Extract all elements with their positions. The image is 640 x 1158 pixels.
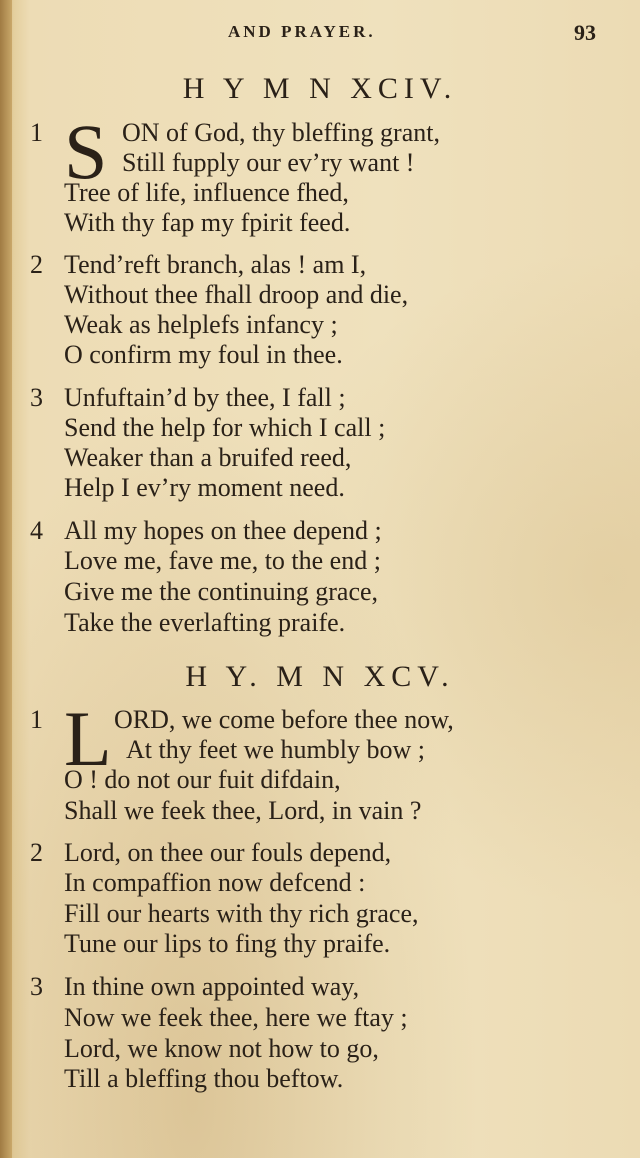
verse-line: With thy fap my fpirit feed. bbox=[64, 208, 351, 237]
running-head bbox=[0, 20, 640, 46]
page-binding-edge bbox=[0, 0, 12, 1158]
verse-line: Tree of life, influence fhed, bbox=[64, 178, 349, 207]
verse-line: O ! do not our fuit difdain, bbox=[64, 765, 341, 794]
verse-line: Help I ev’ry moment need. bbox=[64, 473, 345, 502]
verse-line: Till a bleffing thou beftow. bbox=[64, 1064, 344, 1093]
verse-line: Weak as helplefs infancy ; bbox=[64, 310, 338, 339]
verse-line: At thy feet we humbly bow ; bbox=[126, 735, 425, 764]
verse-line: Weaker than a bruifed reed, bbox=[64, 443, 352, 472]
hymn-94-title: H Y M N XCIV. bbox=[182, 72, 458, 105]
drop-cap: L bbox=[64, 695, 112, 782]
verse-line: Unfuftain’d by thee, I fall ; bbox=[64, 383, 346, 412]
verse-number: 3 bbox=[30, 383, 43, 412]
drop-cap: S bbox=[64, 108, 108, 195]
verse-line: ORD, we come before thee now, bbox=[114, 705, 454, 734]
verse-line: Without thee fhall droop and die, bbox=[64, 280, 409, 309]
verse-number: 4 bbox=[30, 516, 43, 545]
verse-line: Still fupply our ev’ry want ! bbox=[122, 148, 415, 177]
verse-number: 2 bbox=[30, 838, 43, 867]
verse-line: Give me the continuing grace, bbox=[64, 577, 379, 606]
verse-line: ON of God, thy bleffing grant, bbox=[122, 118, 440, 147]
verse-line: In compaffion now defcend : bbox=[64, 868, 366, 897]
verse-line: Take the everlafting praife. bbox=[64, 608, 346, 637]
verse-line: Lord, we know not how to go, bbox=[64, 1034, 379, 1063]
verse-line: Tend’reft branch, alas ! am I, bbox=[64, 250, 367, 279]
verse-number: 3 bbox=[30, 972, 43, 1001]
running-title: AND PRAYER. bbox=[228, 22, 376, 41]
hymn-95-title: H Y. M N XCV. bbox=[185, 660, 455, 693]
page-number: 93 bbox=[574, 20, 596, 45]
verse-line: Now we feek thee, here we ftay ; bbox=[64, 1003, 408, 1032]
verse-line: Fill our hearts with thy rich grace, bbox=[64, 899, 419, 928]
verse-line: All my hopes on thee depend ; bbox=[64, 516, 382, 545]
verse-line: Lord, on thee our fouls depend, bbox=[64, 838, 392, 867]
verse-line: In thine own appointed way, bbox=[64, 972, 360, 1001]
verse-line: O confirm my foul in thee. bbox=[64, 340, 343, 369]
verse-line: Shall we feek thee, Lord, in vain ? bbox=[64, 796, 422, 825]
verse-line: Love me, fave me, to the end ; bbox=[64, 546, 381, 575]
verse-number: 1 bbox=[30, 705, 43, 734]
verse-line: Tune our lips to fing thy praife. bbox=[64, 929, 391, 958]
verse-number: 1 bbox=[30, 118, 43, 147]
verse-line: Send the help for which I call ; bbox=[64, 413, 386, 442]
verse-number: 2 bbox=[30, 250, 43, 279]
